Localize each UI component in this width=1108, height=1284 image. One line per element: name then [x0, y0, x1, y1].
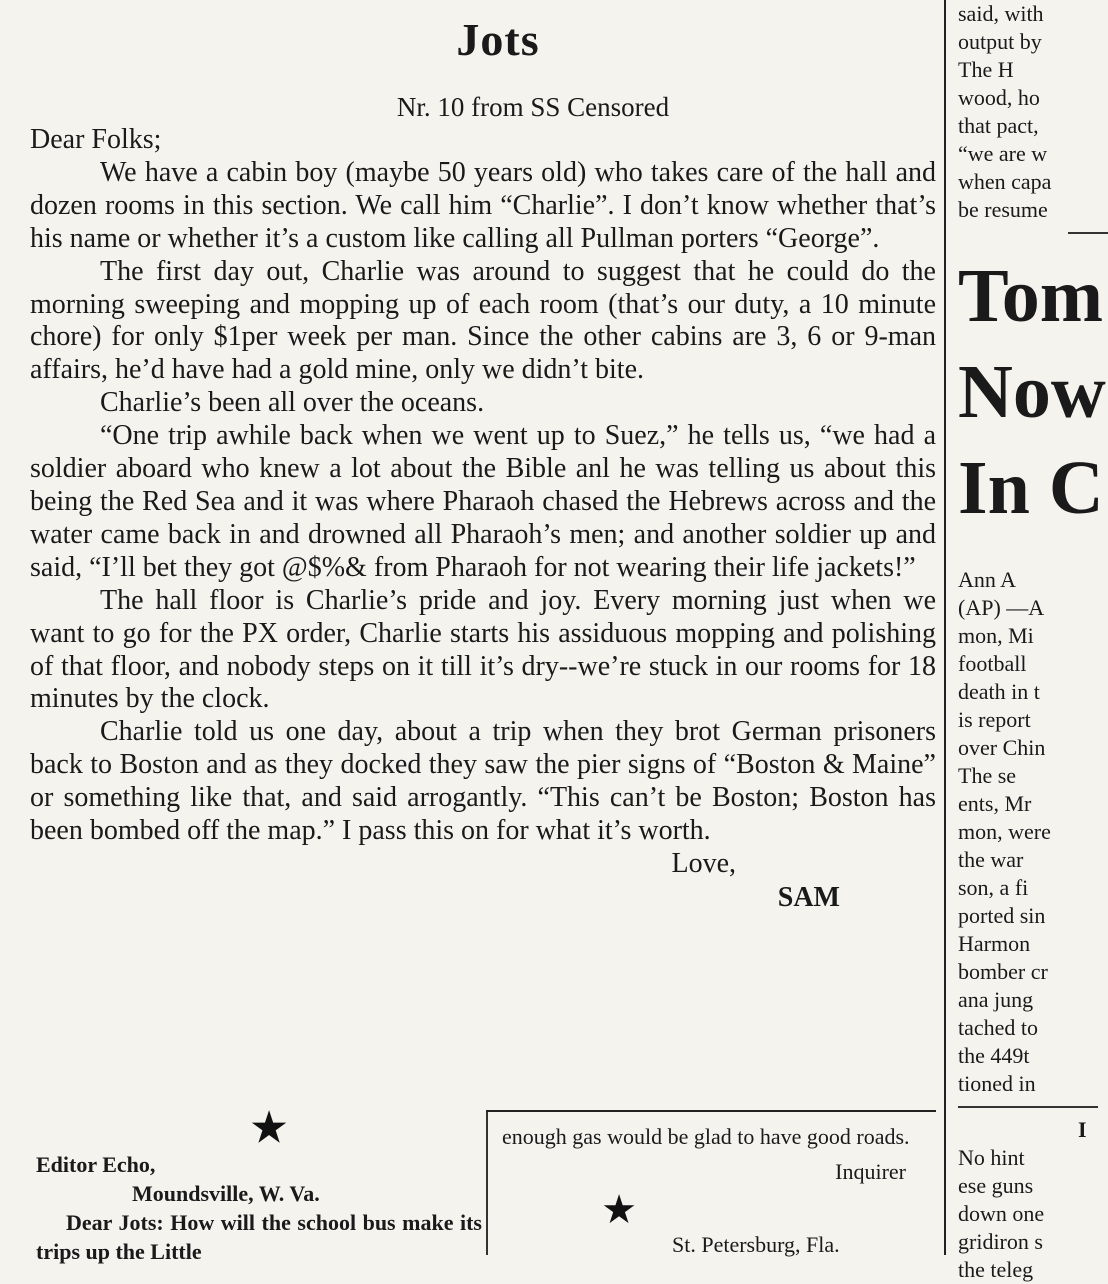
column-line: the 449t: [958, 1043, 1030, 1068]
column-line: mon, were: [958, 819, 1051, 844]
letter-recipient: Editor Echo,: [36, 1152, 156, 1177]
next-letter-place: St. Petersburg, Fla.: [672, 1232, 840, 1257]
column-line: Ann A: [958, 567, 1017, 592]
column-line: the teleg: [958, 1257, 1034, 1282]
story-headline: In C: [958, 446, 1104, 530]
column-line: The se: [958, 763, 1017, 788]
letter-continued: [502, 1122, 936, 1259]
story-rule: [958, 1106, 1098, 1108]
column-line: wood, ho: [958, 85, 1040, 110]
story-subhead: I: [1078, 1117, 1087, 1142]
paragraph-4: “One trip awhile back when we went up to Suez,” he tells us, “we had a soldier aboard who knew a lot about the Bible anl he was telling us about this being the Red Sea and it was where Pharaoh chased the Hebrews across and the water came back in and drowned all Pharaoh’s men; and another soldier up and said, “I’ll bet they got @$%& from Pharaoh for not wearing their life jackets!”: [30, 420, 936, 583]
paragraph-3: Charlie’s been all over the oceans.: [100, 387, 485, 419]
column-line: is report: [958, 707, 1031, 732]
column-line: ported sin: [958, 903, 1046, 928]
salutation: Dear Folks;: [30, 124, 162, 155]
column-divider: [486, 1112, 488, 1255]
column-line: when capa: [958, 169, 1052, 194]
column-line: (AP) —A: [958, 595, 1045, 620]
closing: Love,: [671, 847, 736, 879]
column-line: bomber cr: [958, 959, 1048, 984]
letter-signature: Inquirer: [835, 1159, 906, 1184]
column-line: be resume: [958, 197, 1048, 222]
divider-rule: [486, 1110, 936, 1112]
paragraph-6: Charlie told us one day, about a trip when they brot German prisoners back to Boston and as they docked they saw the pier signs of “Boston & Maine” or something like that, and said arrogantly. “This can’t be Boston; Boston has been bombed off the map.” I pass this on for what it’s worth.: [30, 716, 936, 847]
star-icon: ★: [251, 1105, 287, 1150]
column-line: Harmon: [958, 931, 1031, 956]
column-line: “we are w: [958, 141, 1048, 166]
story-headline: Now: [958, 350, 1106, 434]
column-line: gridiron s: [958, 1229, 1043, 1254]
column-line: said, with: [958, 1, 1044, 26]
column-line: output by: [958, 29, 1042, 54]
letter-continued-text: enough gas would be glad to have good roads.: [502, 1124, 910, 1149]
column-line: son, a fi: [958, 875, 1029, 900]
article-headline: Jots: [456, 14, 540, 65]
column-line: ana jung: [958, 987, 1034, 1012]
story-body: [958, 566, 1098, 1098]
column-line: tioned in: [958, 1071, 1036, 1096]
column-line: ents, Mr: [958, 791, 1032, 816]
column-line: the war: [958, 847, 1024, 872]
column-line: over Chin: [958, 735, 1046, 760]
paragraph-2: The first day out, Charlie was around to suggest that he could do the morning sweeping and mopping up of each room (that’s our duty, a 10 minute chore) for only $1per week per man. Since the other cabins are 3, 6 or 9-man affairs, he’d have had a gold mine, only we didn’t bite.: [30, 255, 936, 386]
paragraph-5: The hall floor is Charlie’s pride and joy. Every morning just when we want to go for the PX order, Charlie starts his assiduous mopping and polishing of that floor, and nobody steps on it till it’s dry--we’re stuck in our rooms for 18 minutes by the clock.: [30, 584, 936, 715]
letter-body: Dear Jots: How will the school bus make its trips up the Little: [36, 1210, 482, 1264]
star-icon: ★: [601, 1187, 637, 1232]
story-headline: Tom: [958, 254, 1104, 338]
column-line: No hint: [958, 1145, 1025, 1170]
column-line: ese guns: [958, 1173, 1034, 1198]
column-line: mon, Mi: [958, 623, 1034, 648]
adjacent-column: [958, 0, 1106, 1284]
column-line: down one: [958, 1201, 1045, 1226]
column-line: football: [958, 651, 1027, 676]
letter-place: Moundsville, W. Va.: [132, 1181, 320, 1206]
jots-article: [30, 10, 936, 916]
article-body: [30, 124, 936, 848]
paragraph-1: We have a cabin boy (maybe 50 years old) who takes care of the hall and dozen rooms in this section. We call him “Charlie”. I don’t know whether that’s his name or whether it’s a custom like calling all Pullman porters “George”.: [30, 156, 936, 254]
column-line: tached to: [958, 1015, 1039, 1040]
column-line: The H: [958, 57, 1014, 82]
column-line: that pact,: [958, 113, 1039, 138]
article-subhead: Nr. 10 from SS Censored: [396, 92, 670, 122]
short-rule: [1068, 232, 1108, 234]
letter-to-editor: [36, 1105, 482, 1266]
signature: SAM: [777, 881, 840, 913]
column-line: death in t: [958, 679, 1040, 704]
column-divider-right: [944, 0, 946, 1255]
